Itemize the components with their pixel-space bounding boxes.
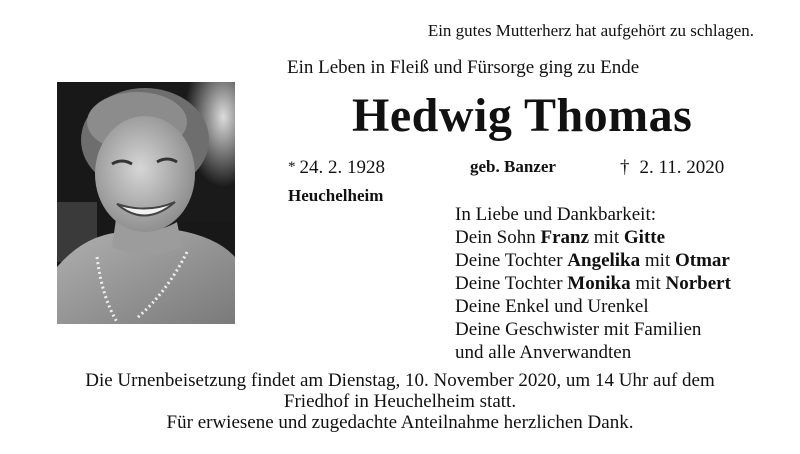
mourner-connector: mit: [640, 250, 675, 271]
mourner-line: [455, 226, 731, 249]
mourner-line: [455, 272, 731, 295]
mourner-relation: Dein Sohn: [455, 227, 541, 248]
portrait-photo: [57, 82, 235, 324]
mourners-list: [455, 203, 731, 364]
funeral-notice: [0, 370, 800, 433]
thanks-line: Für erwiesene und zugedachte Anteilnahme herzlichen Dank.: [166, 412, 634, 433]
mourner-grandchildren: Deine Enkel und Urenkel: [455, 296, 649, 317]
funeral-line-2: Friedhof in Heuchelheim statt.: [283, 391, 517, 412]
death-cross-symbol: †: [620, 157, 630, 178]
portrait-image: [57, 82, 235, 324]
mourner-connector: mit: [630, 273, 666, 294]
mourner-partner-name: Norbert: [665, 273, 731, 294]
mourner-line: [455, 249, 731, 272]
mourner-name: Angelika: [567, 250, 641, 271]
mourner-partner-name: Otmar: [674, 250, 730, 271]
mourner-relatives: und alle Anverwandten: [455, 342, 632, 363]
mourner-siblings: Deine Geschwister mit Familien: [455, 319, 702, 340]
deceased-name: Hedwig Thomas: [352, 89, 693, 142]
birth-info: [288, 157, 385, 179]
mourners-intro: In Liebe und Dankbarkeit:: [455, 204, 657, 225]
maiden-name: geb. Banzer: [470, 157, 556, 176]
birth-date: 24. 2. 1928: [299, 157, 385, 178]
funeral-line-1: Die Urnenbeisetzung findet am Dienstag, 10. November 2020, um 14 Uhr auf dem: [85, 370, 715, 391]
mourner-name: Franz: [540, 227, 590, 248]
birth-place: Heuchelheim: [288, 186, 384, 205]
death-info: [620, 157, 724, 179]
mourner-connector: mit: [589, 227, 624, 248]
mourner-relation: Deine Tochter: [455, 250, 568, 271]
mourner-partner-name: Gitte: [623, 227, 666, 248]
birth-star-symbol: *: [288, 159, 296, 175]
death-date: 2. 11. 2020: [639, 157, 725, 178]
verse-line-2: Ein Leben in Fleiß und Fürsorge ging zu Ende: [287, 57, 640, 78]
mourner-name: Monika: [567, 273, 631, 294]
mourner-relation: Deine Tochter: [455, 273, 568, 294]
verse-line-1: Ein gutes Mutterherz hat aufgehört zu schlagen.: [427, 21, 754, 40]
